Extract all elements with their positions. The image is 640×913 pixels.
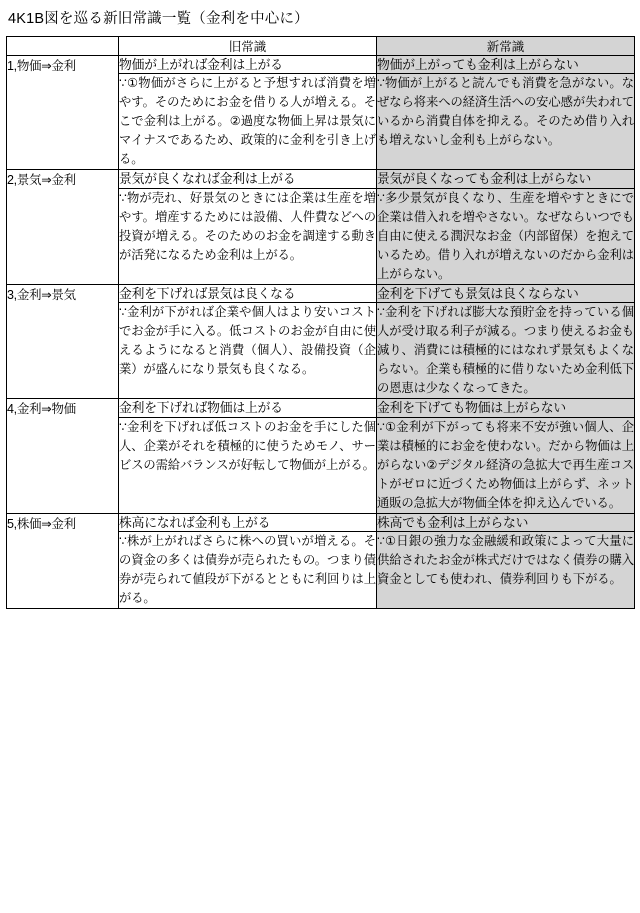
table-row	[7, 513, 635, 531]
table-row	[7, 170, 635, 188]
old-reason: ∵金利が下がれば企業や個人はより安いコストでお金が手に入る。低コストのお金が自由に使えるようになると消費（個人）、設備投資（企業）が盛んになり景気も良くなる。	[119, 303, 377, 399]
row-label: 3,金利⇒景気	[7, 284, 119, 399]
new-claim: 金利を下げても景気は良くならない	[377, 284, 635, 302]
new-claim: 株高でも金利は上がらない	[377, 513, 635, 531]
table-row	[7, 284, 635, 302]
new-reason: ∵金利を下げれば膨大な預貯金を持っている個人が受け取る利子が減る。つまり使えるお金も減り、消費には積極的にはなれず景気もよくならない。企業も積極的に借りないため金利低下の恩恵は少なくなってきた。	[377, 303, 635, 399]
table-row	[7, 399, 635, 417]
new-reason: ∵①日銀の強力な金融緩和政策によって大量に供給されたお金が株式だけではなく債券の購入資金としても使われ、債券利回りも下がる。	[377, 532, 635, 609]
table-row	[7, 55, 635, 73]
old-claim: 金利を下げれば物価は上がる	[119, 399, 377, 417]
table-header-row	[7, 36, 635, 55]
table-header-old: 旧常識	[119, 36, 377, 55]
old-claim: 物価が上がれば金利は上がる	[119, 55, 377, 73]
page-title: 4K1B図を巡る新旧常識一覧（金利を中心に）	[8, 11, 309, 27]
old-reason: ∵金利を下げれば低コストのお金を手にした個人、企業がそれを積極的に使うためモノ、サービスの需給バランスが好転して物価が上がる。	[119, 417, 377, 513]
comparison-table	[6, 36, 635, 609]
old-claim: 景気が良くなれば金利は上がる	[119, 170, 377, 188]
old-reason: ∵物が売れ、好景気のときには企業は生産を増やす。増産するためには設備、人件費などへの投資が増える。そのためのお金を調達する動きが活発になるため金利は上がる。	[119, 188, 377, 284]
old-reason: ∵株が上がればさらに株への買いが増える。その資金の多くは債券が売られたもの。つまり債券が売られて値段が下がるとともに利回りは上がる。	[119, 532, 377, 609]
old-claim: 株高になれば金利も上がる	[119, 513, 377, 531]
row-label: 5,株価⇒金利	[7, 513, 119, 608]
new-reason: ∵①金利が下がっても将来不安が強い個人、企業は積極的にお金を使わない。だから物価は上がらない②デジタル経済の急拡大で再生産コストがゼロに近づくため物価は上がらず、ネット通販の急拡大が物価全体を抑え込んでいる。	[377, 417, 635, 513]
new-claim: 景気が良くなっても金利は上がらない	[377, 170, 635, 188]
old-reason: ∵①物価がさらに上がると予想すれば消費を増やす。そのためにお金を借りる人が増える。そこで金利は上がる。②過度な物価上昇は景気にマイナスであるため、政策的に金利を引き上げる。	[119, 74, 377, 170]
old-claim: 金利を下げれば景気は良くなる	[119, 284, 377, 302]
new-reason: ∵物価が上がると読んでも消費を急がない。なぜなら将来への経済生活への安心感が失われているから消費自体を抑える。そのため借り入れも増えないし金利も上がらない。	[377, 74, 635, 170]
new-reason: ∵多少景気が良くなり、生産を増やすときにで企業は借入れを増やさない。なぜならいつでも自由に使える潤沢なお金（内部留保）を抱えているため。借り入れが増えないのだから金利は上がらない。	[377, 188, 635, 284]
new-claim: 物価が上がっても金利は上がらない	[377, 55, 635, 73]
row-label: 4,金利⇒物価	[7, 399, 119, 514]
row-label: 1,物価⇒金利	[7, 55, 119, 170]
new-claim: 金利を下げても物価は上がらない	[377, 399, 635, 417]
table-header-new: 新常識	[377, 36, 635, 55]
row-label: 2,景気⇒金利	[7, 170, 119, 285]
table-header-corner	[7, 36, 119, 55]
